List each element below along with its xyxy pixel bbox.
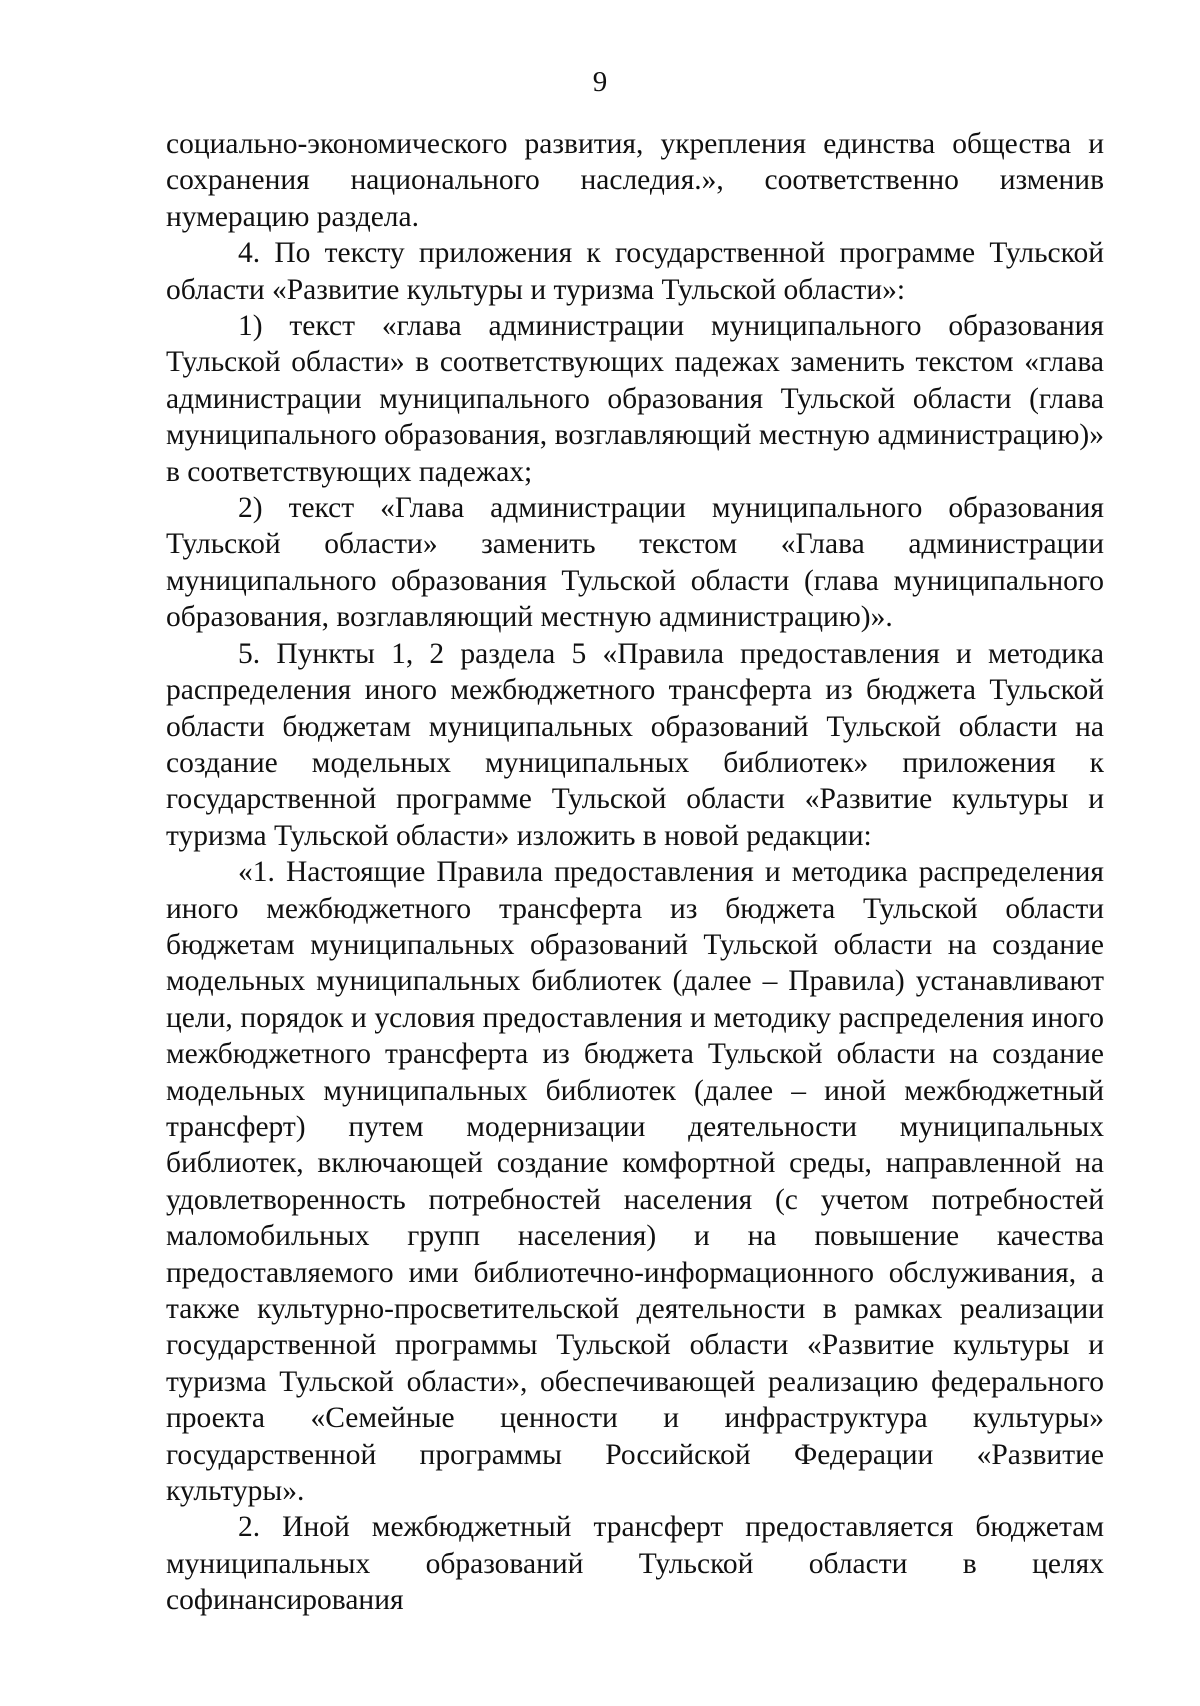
paragraph-rule-1: «1. Настоящие Правила предоставления и методика распределения иного межбюджетного трансферта из бюджета Тульской области бюджетам муниципальных образований Тульской области на создание модельных муниципальных библиотек (далее – Правила) устанавливают цели, порядок и условия предоставления и методику распределения иного межбюджетного трансферта из бюджета Тульской области на создание модельных муниципальных библиотек (далее – иной межбюджетный трансферт) путем модернизации деятельности муниципальных библиотек, включающей создание комфортной среды, направленной на удовлетворенность потребностей населения (с учетом потребностей маломобильных групп населения) и на повышение качества предоставляемого ими библиотечно-информационного обслуживания, а также культурно-просветительской деятельности в рамках реализации государственной программы Тульской области «Развитие культуры и туризма Тульской области», обеспечивающей реализацию федерального проекта «Семейные ценности и инфраструктура культуры» государственной программы Российской Федерации «Развитие культуры».	[166, 856, 1104, 1508]
paragraph-subitem-2: 2) текст «Глава администрации муниципального образования Тульской области» заменить текстом «Глава администрации муниципального образования Тульской области (глава муниципального образования, возглавляющий местную администрацию)».	[166, 492, 1104, 634]
paragraph-continuation: социально-экономического развития, укрепления единства общества и сохранения национального наследия.», соответственно изменив нумерацию раздела.	[166, 128, 1104, 233]
paragraph-rule-2: 2. Иной межбюджетный трансферт предоставляется бюджетам муниципальных образований Тульской области в целях софинансирования	[166, 1511, 1104, 1617]
paragraph-subitem-1: 1) текст «глава администрации муниципального образования Тульской области» в соответствующих падежах заменить текстом «глава администрации муниципального образования Тульской области (глава муниципального образования, возглавляющий местную администрацию)» в соответствующих падежах;	[166, 310, 1104, 488]
document-body	[166, 126, 1104, 1619]
paragraph-item-5: 5. Пункты 1, 2 раздела 5 «Правила предоставления и методика распределения иного межбюджетного трансферта из бюджета Тульской области бюджетам муниципальных образований Тульской области на создание модельных муниципальных библиотек» приложения к государственной программе Тульской области «Развитие культуры и туризма Тульской области» изложить в новой редакции:	[166, 637, 1104, 852]
page-number: 9	[592, 66, 608, 98]
paragraph-item-4: 4. По тексту приложения к государственной программе Тульской области «Развитие культуры и туризма Тульской области»:	[166, 237, 1104, 306]
